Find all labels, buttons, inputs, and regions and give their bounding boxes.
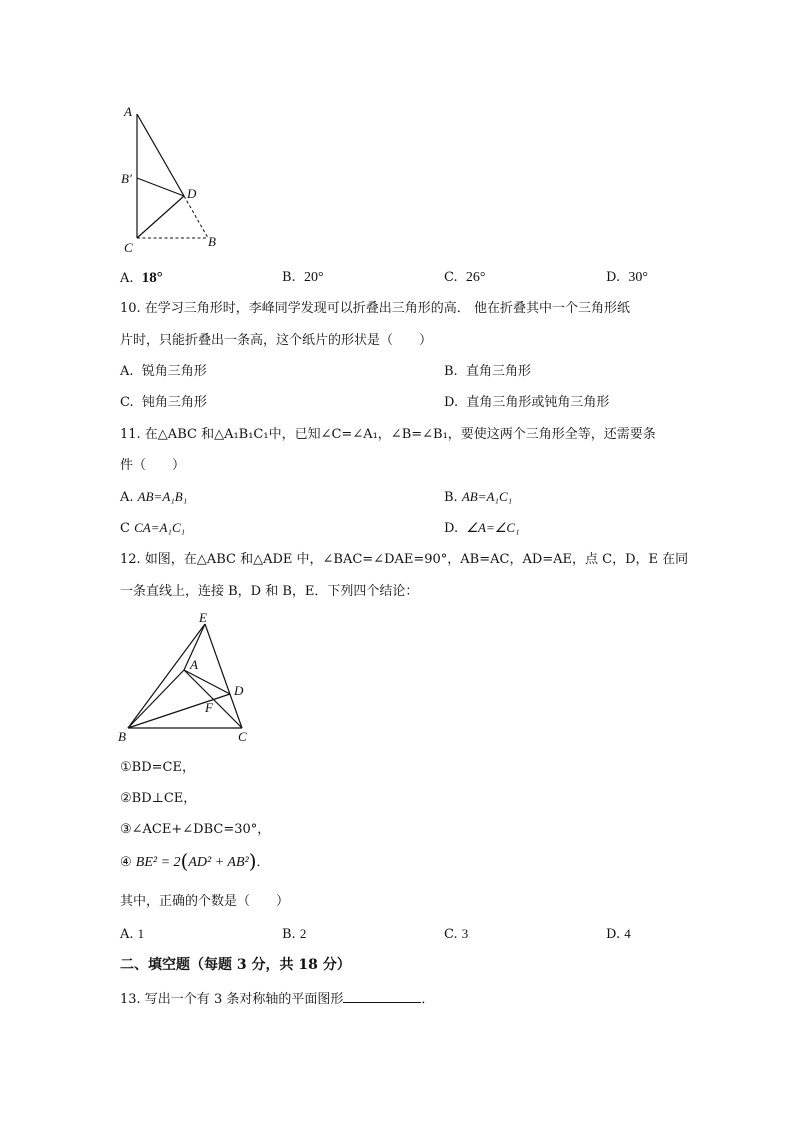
segment-bprime-d [137,178,184,196]
right-paren: ) [248,849,257,873]
label-d: D [234,683,244,698]
formula-lhs: BE² = 2 [135,855,181,870]
conclusion-marker: ④ [120,855,132,870]
q10-option-a [120,364,207,380]
label-c: C [124,240,133,255]
q9-option-d [606,270,648,286]
segment-db-dashed [184,196,208,238]
segment-ac [184,670,242,728]
q11-stem-line1: 11. 在△ABC 和△A₁B₁C₁中，已知∠C=∠A₁，∠B=∠B₁，要使这两个三角形全等，还需要条 [120,427,656,442]
q10-option-d [444,395,609,411]
q11-option-b [444,489,512,506]
option-letter: A. [120,490,134,505]
segment-be [128,624,205,728]
q11-option-c [120,520,185,537]
q9-option-a [120,270,163,287]
left-paren: ( [180,849,189,873]
option-text: 18° [141,270,163,286]
figure-folded-triangle [110,100,230,260]
segment-bd [128,694,230,728]
segment-cd [137,196,184,238]
q10-option-c [120,395,207,411]
q10-stem-line1: 10. 在学习三角形时，李峰同学发现可以折叠出三角形的高． 他在折叠其中一个三角形纸 [120,301,630,316]
q10-stem-line2: 片时，只能折叠出一条高，这个纸片的形状是（ ） [120,333,433,348]
label-e: E [199,610,207,625]
option-letter: D. [444,395,459,410]
option-letter: A. [120,271,134,286]
answer-blank[interactable] [343,990,421,1003]
q12-option-c [444,926,468,943]
segment-ad [137,114,184,196]
option-text: 2 [299,926,307,941]
label-bprime: B′ [121,171,132,186]
option-text: 20° [303,270,324,285]
q12-option-a [120,926,144,943]
option-letter: C. [444,927,458,942]
option-text: 4 [624,926,631,941]
option-letter: A. [120,364,134,379]
q13-end: ． [421,992,435,1007]
label-d: D [187,186,197,201]
q9-option-c [444,270,486,286]
q12-option-b [282,926,306,943]
q12-option-d [606,926,631,943]
q12-conclusion-4 [120,849,270,873]
q12-question: 其中，正确的个数是（ ） [120,894,290,909]
segment-ba [128,670,184,728]
option-letter: A. [120,927,134,942]
q11-option-a [120,489,187,506]
option-text: 1 [137,926,145,941]
q12-conclusion-3: ③∠ACE+∠DBC=30°， [120,822,271,837]
label-a: A [190,657,198,672]
option-letter: D. [444,521,459,536]
q11-option-d [444,520,520,537]
q13 [120,990,434,1008]
option-text: AB=A₁B₁ [137,489,188,504]
option-text: 锐角三角形 [141,364,207,379]
label-b: B [118,729,126,744]
q12-conclusion-1: ①BD=CE， [120,760,195,775]
formula-period: ． [256,855,270,870]
option-text: 3 [461,926,469,941]
option-text: 直角三角形或钝角三角形 [466,395,610,410]
label-a: A [124,104,132,119]
label-c: C [238,729,247,744]
figure-two-right-triangles [112,608,272,748]
formula-inner: AD² + AB² [188,855,249,870]
option-letter: B. [282,927,296,942]
q9-option-b [282,270,324,286]
option-letter: C. [444,270,458,285]
q12-stem-line2: 一条直线上，连接 B，D 和 B，E．下列四个结论： [120,584,419,599]
option-letter: B. [282,270,296,285]
option-letter: D. [606,270,621,285]
option-text: 直角三角形 [465,364,531,379]
option-letter: D. [606,927,621,942]
section-heading: 二、填空题（每题 3 分，共 18 分） [120,957,351,973]
label-f: F [205,700,213,715]
option-text: CA=A₁C₁ [134,520,186,535]
option-text: AB=A₁C₁ [461,489,513,504]
q11-stem-line2: 件（ ） [120,458,186,473]
q13-text: 13. 写出一个有 3 条对称轴的平面图形 [120,992,344,1007]
option-text: 30° [628,270,648,285]
option-text: ∠A=∠C₁ [466,520,520,535]
q12-stem-line1: 12. 如图，在△ABC 和△ADE 中，∠BAC=∠DAE=90°，AB=AC，AD=AE，点 C，D，E 在同 [120,552,689,567]
option-text: 钝角三角形 [141,395,207,410]
option-letter: B. [444,364,458,379]
q12-conclusion-2: ②BD⊥CE， [120,791,197,806]
option-letter: C. [120,395,134,410]
q10-option-b [444,364,531,380]
option-letter: B. [444,490,458,505]
option-text: 26° [465,270,486,285]
label-b: B [208,234,216,249]
option-letter: C [120,521,130,536]
